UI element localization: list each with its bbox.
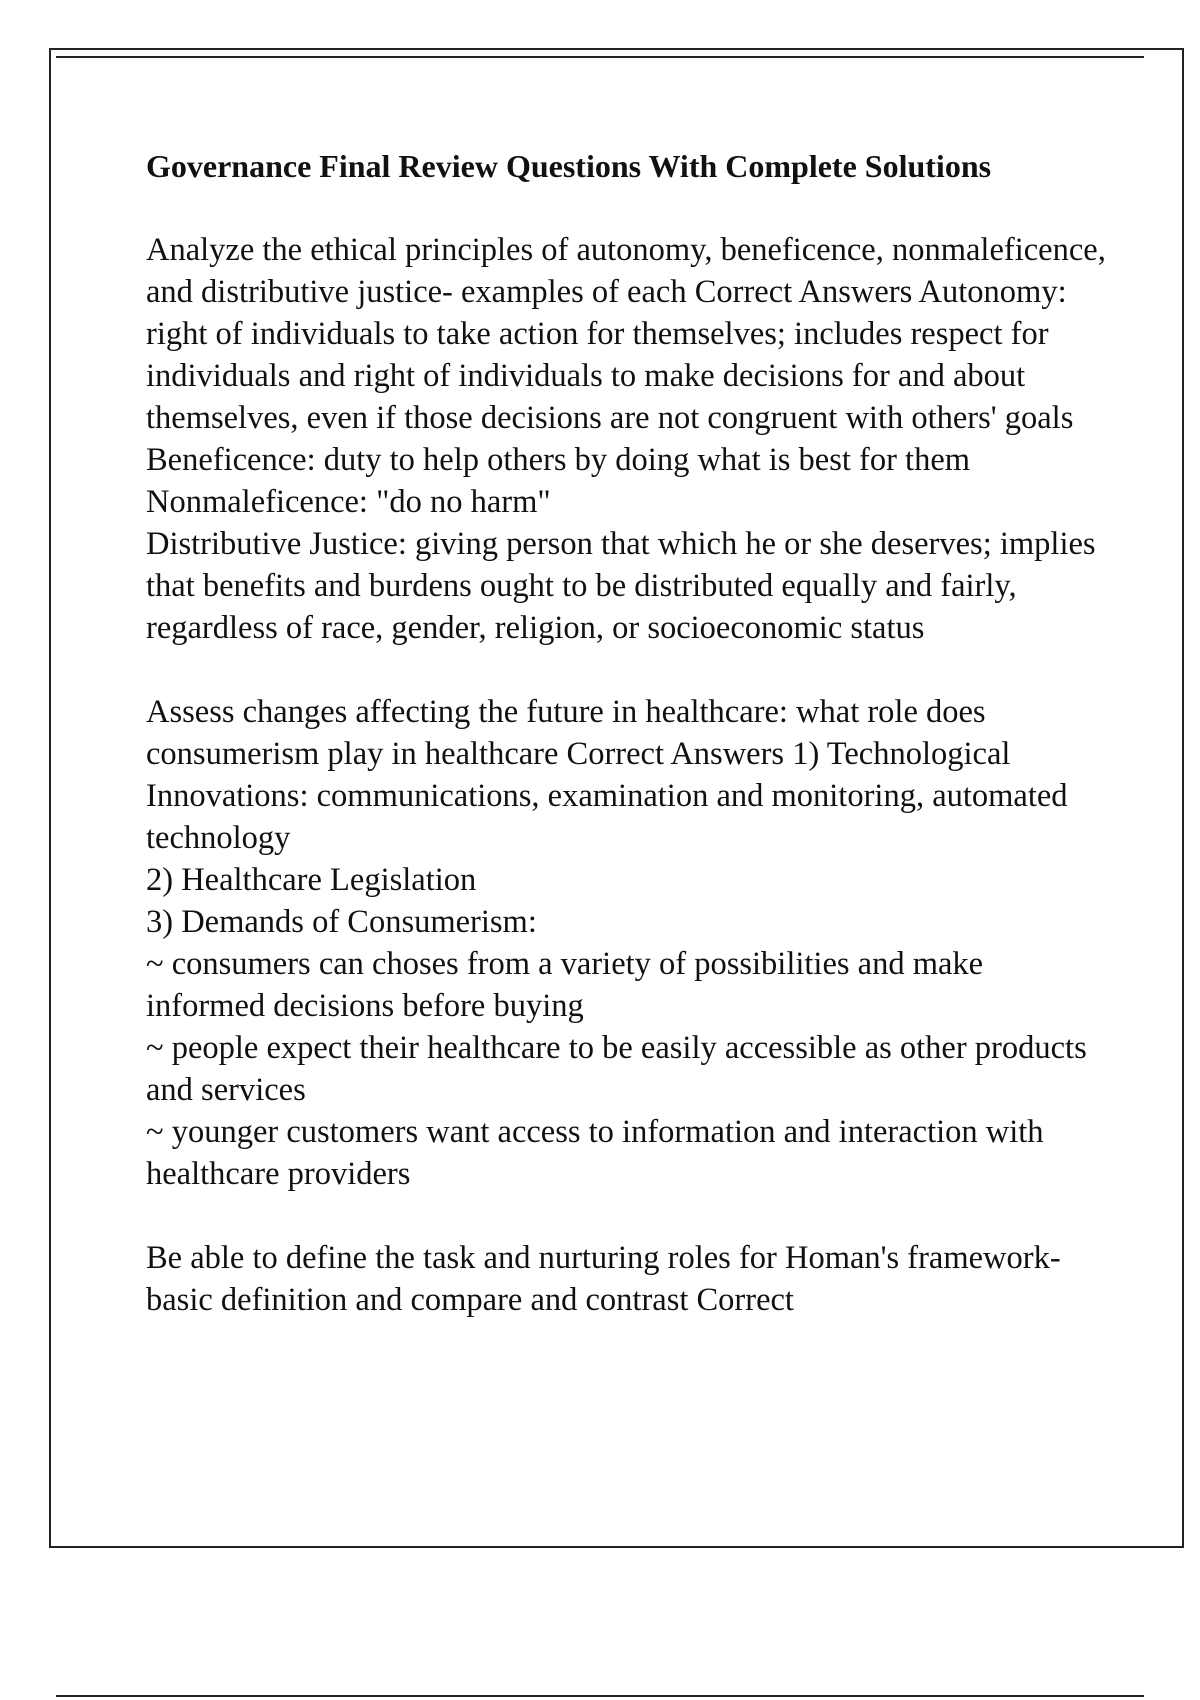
qa-entry-ethical-principles: Analyze the ethical principles of autonomy, beneficence, nonmaleficence, and distributive justice- examples of each Correct Answers Autonomy: right of individuals to take action for themselves; includes respect for individuals and right of individuals to make decisions for and about themselves, even if those decisions are not congruent with others' goals Beneficence: duty to help others by doing what is best for them Nonmaleficence: "do no harm" Distributive Justice: giving person that which he or she deserves; implies that benefits and burdens ought to be distributed equally and fairly, regardless of race, gender, religion, or socioeconomic status	[146, 232, 1106, 646]
qa-entry-healthcare-future: Assess changes affecting the future in healthcare: what role does consumerism play in healthcare Correct Answers 1) Technological Innovations: communications, examination and monitoring, automated technology 2) Healthcare Legislation 3) Demands of Consumerism: ~ consumers can choses from a variety of possibilities and make informed decisions before buying ~ people expect their healthcare to be easily accessible as other products and services ~ younger customers want access to information and interaction with healthcare providers	[146, 694, 1087, 1192]
document-title: Governance Final Review Questions With Complete Solutions	[146, 148, 992, 184]
top-rule	[56, 56, 1144, 58]
bottom-rule	[56, 1695, 1144, 1697]
qa-entry-homans-framework: Be able to define the task and nurturing roles for Homan's framework-basic definition and compare and contrast Correct	[146, 1240, 1061, 1318]
document-body	[146, 145, 1106, 1363]
